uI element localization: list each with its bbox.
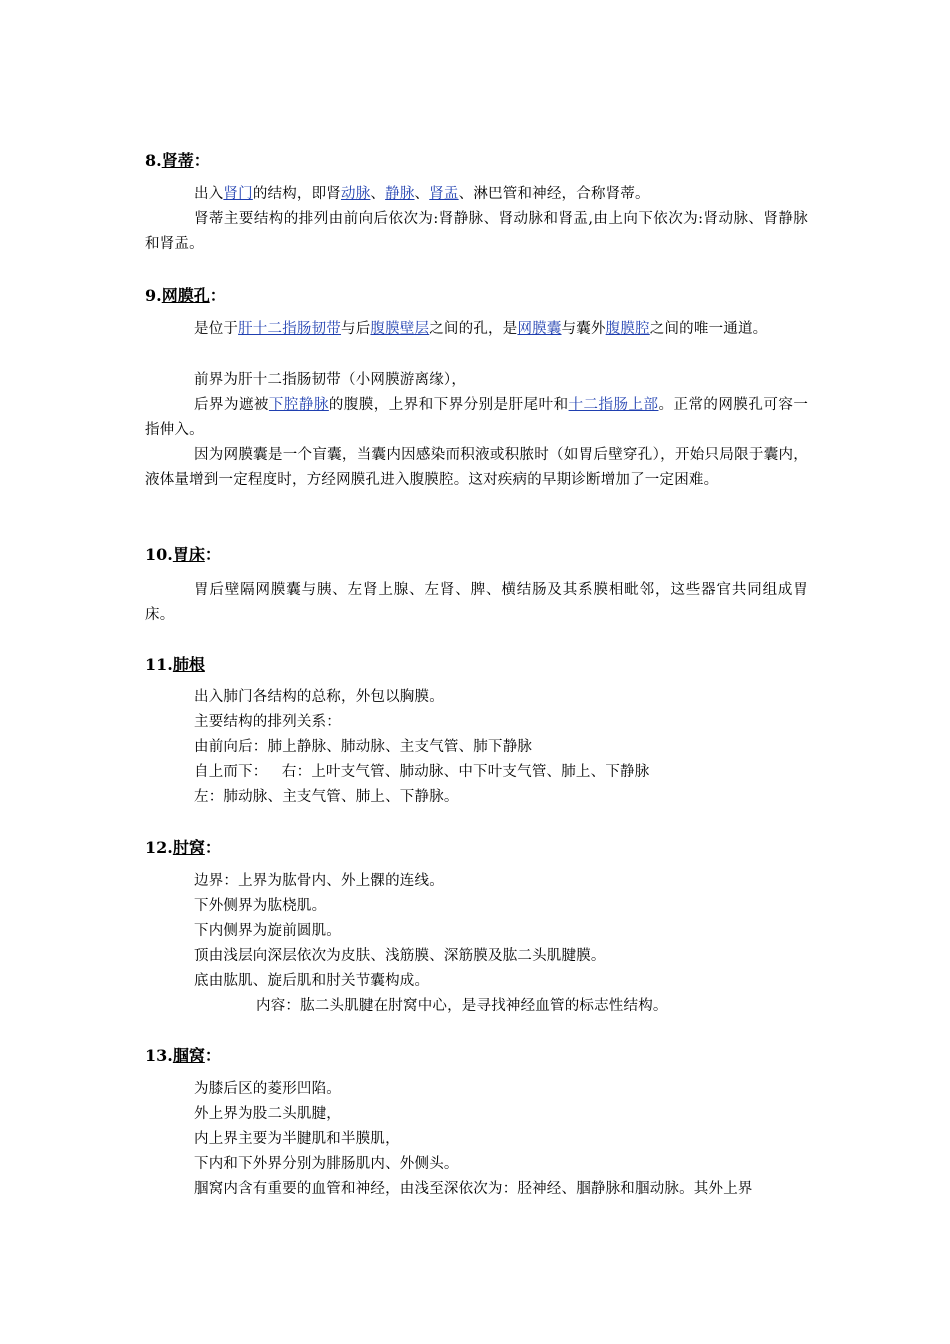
section-11-title: 肺根 xyxy=(172,655,205,674)
section-10-paragraph-1: 胃后壁隔网膜囊与胰、左肾上腺、左肾、脾、横结肠及其系膜相毗邻，这些器官共同组成胃床。 xyxy=(145,582,808,623)
section-8-paragraph-1 xyxy=(145,182,808,207)
section-11-line-3: 由前向后：肺上静脉、肺动脉、主支气管、肺下静脉 xyxy=(194,739,533,755)
text-run: 。正常的网膜孔可容一指伸入。 xyxy=(145,397,809,438)
section-13-line-5: 腘窝内含有重要的血管和神经，由浅至深依次为：胫神经、腘静脉和腘动脉。其外上界 xyxy=(194,1181,753,1197)
section-11-line-5: 左：肺动脉、主支气管、肺上、下静脉。 xyxy=(194,789,459,805)
section-9-heading xyxy=(145,286,226,306)
section-8-number: 8. xyxy=(145,151,162,170)
section-12-colon: ： xyxy=(204,838,221,857)
section-13-colon: ： xyxy=(204,1046,221,1065)
section-11-line-1: 出入肺门各结构的总称，外包以胸膜。 xyxy=(194,689,444,705)
section-8-colon: ： xyxy=(193,151,210,170)
link-kidney-hilum[interactable]: 肾门 xyxy=(223,186,253,202)
section-13-heading xyxy=(145,1046,221,1066)
section-9-paragraph-4: 因为网膜囊是一个盲囊，当囊内因感染而积液或积脓时（如胃后壁穿孔），开始只局限于囊内，液体量增到一定程度时，方经网膜孔进入腹膜腔。这对疾病的早期诊断增加了一定困难。 xyxy=(145,447,808,488)
text-run: 是位于 xyxy=(194,321,239,337)
section-11-heading xyxy=(145,655,205,675)
section-13-line-4: 下内和下外界分别为腓肠肌内、外侧头。 xyxy=(194,1156,459,1172)
section-10-number: 10. xyxy=(145,545,173,564)
section-12-line-3: 下内侧界为旋前圆肌。 xyxy=(194,923,341,939)
link-renal-pelvis[interactable]: 肾盂 xyxy=(429,186,459,202)
section-13-number: 13. xyxy=(145,1046,173,1065)
text-run: 与囊外 xyxy=(561,321,606,337)
section-9-paragraph-2: 前界为肝十二指肠韧带（小网膜游离缘）， xyxy=(194,372,467,388)
section-12-number: 12. xyxy=(145,838,173,857)
link-superior-duodenum[interactable]: 十二指肠上部 xyxy=(568,397,659,413)
section-9-paragraph-3 xyxy=(145,393,808,443)
section-13-line-3: 内上界主要为半腱肌和半膜肌， xyxy=(194,1131,400,1147)
section-10-heading xyxy=(145,545,221,565)
section-8-title: 肾蒂 xyxy=(161,151,194,170)
link-vein[interactable]: 静脉 xyxy=(385,186,415,202)
text-run: 的腹膜，上界和下界分别是肝尾叶和 xyxy=(328,397,569,413)
section-12-title: 肘窝 xyxy=(172,838,205,857)
text-run: 、 xyxy=(370,186,386,202)
section-11-line-4: 自上而下： 右：上叶支气管、肺动脉、中下叶支气管、肺上、下静脉 xyxy=(194,764,650,780)
section-13-line-2: 外上界为股二头肌腱， xyxy=(194,1106,341,1122)
section-12-line-5: 底由肱肌、旋后肌和肘关节囊构成。 xyxy=(194,973,430,989)
text-run: 、淋巴管和神经，合称肾蒂。 xyxy=(458,186,650,202)
section-10-colon: ： xyxy=(204,545,221,564)
section-13-line-1: 为膝后区的菱形凹陷。 xyxy=(194,1081,341,1097)
section-11-number: 11. xyxy=(145,655,173,674)
link-parietal-peritoneum[interactable]: 腹膜壁层 xyxy=(370,321,430,337)
link-inferior-vena-cava[interactable]: 下腔静脉 xyxy=(268,397,329,413)
section-8-paragraph-2: 肾蒂主要结构的排列由前向后依次为:肾静脉、肾动脉和肾盂,由上向下依次为:肾动脉、肾静脉和肾盂。 xyxy=(145,211,808,252)
section-9-paragraph-1 xyxy=(145,317,808,342)
section-13-title: 腘窝 xyxy=(172,1046,205,1065)
section-9-number: 9. xyxy=(145,286,162,305)
section-10-title: 胃床 xyxy=(172,545,205,564)
section-9-colon: ： xyxy=(209,286,226,305)
text-run: 的结构，即肾 xyxy=(252,186,342,202)
section-12-line-2: 下外侧界为肱桡肌。 xyxy=(194,898,327,914)
link-artery[interactable]: 动脉 xyxy=(341,186,371,202)
link-omental-bursa[interactable]: 网膜囊 xyxy=(517,321,562,337)
text-run: 之间的孔，是 xyxy=(429,321,518,337)
section-12-heading xyxy=(145,838,221,858)
section-11-line-2: 主要结构的排列关系： xyxy=(194,714,341,730)
text-run: 之间的唯一通道。 xyxy=(649,321,768,337)
section-9-title: 网膜孔 xyxy=(161,286,210,305)
section-8-heading xyxy=(145,151,210,171)
section-12-line-1: 边界：上界为肱骨内、外上髁的连线。 xyxy=(194,873,444,889)
link-peritoneal-cavity[interactable]: 腹膜腔 xyxy=(605,321,650,337)
text-run: 与后 xyxy=(341,321,371,337)
text-run: 、 xyxy=(414,186,430,202)
text-run: 出入 xyxy=(194,186,224,202)
section-12-line-6: 内容：肱二头肌腱在肘窝中心，是寻找神经血管的标志性结构。 xyxy=(256,998,668,1014)
section-12-line-4: 顶由浅层向深层依次为皮肤、浅筋膜、深筋膜及肱二头肌腱膜。 xyxy=(194,948,606,964)
text-run: 后界为遮被 xyxy=(194,397,269,413)
link-hepatoduodenal-ligament[interactable]: 肝十二指肠韧带 xyxy=(238,321,342,337)
